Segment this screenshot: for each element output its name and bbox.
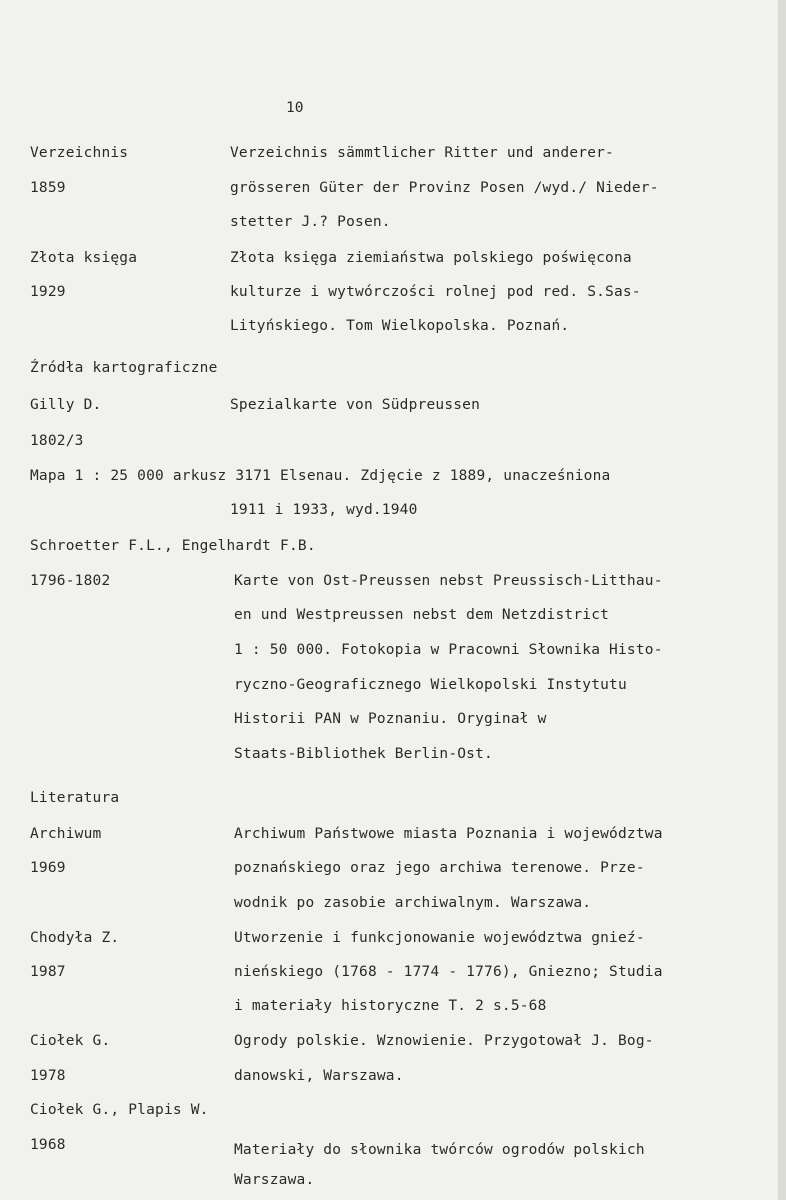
entry-year: 1969 bbox=[30, 860, 66, 876]
entry-text: Warszawa. bbox=[234, 1172, 315, 1188]
entry-text: nieńskiego (1768 - 1774 - 1776), Gniezno; Studia bbox=[234, 964, 663, 980]
entry-text: Złota księga ziemiaństwa polskiego poświęcona bbox=[230, 250, 632, 266]
entry-text: poznańskiego oraz jego archiwa terenowe. Prze- bbox=[234, 860, 645, 876]
entry-text: Mapa 1 : 25 000 arkusz 3171 Elsenau. Zdjęcie z 1889, unacześniona bbox=[30, 468, 611, 484]
entry-text: i materiały historyczne T. 2 s.5-68 bbox=[234, 998, 547, 1014]
entry-text: Karte von Ost-Preussen nebst Preussisch-Litthau- bbox=[234, 573, 663, 589]
entry-text: ryczno-Geograficznego Wielkopolski Instytutu bbox=[234, 677, 627, 693]
entry-label: Złota księga bbox=[30, 250, 138, 266]
entry-text: Historii PAN w Poznaniu. Oryginał w bbox=[234, 711, 547, 727]
entry-text: danowski, Warszawa. bbox=[234, 1068, 404, 1084]
entry-text: stetter J.? Posen. bbox=[230, 214, 391, 230]
entry-text: wodnik po zasobie archiwalnym. Warszawa. bbox=[234, 895, 592, 911]
entry-label: Archiwum bbox=[30, 826, 102, 842]
page-edge bbox=[778, 0, 786, 1200]
entry-text: 1 : 50 000. Fotokopia w Pracowni Słownika Histo- bbox=[234, 642, 663, 658]
entry-text: Lityńskiego. Tom Wielkopolska. Poznań. bbox=[230, 318, 570, 334]
entry-text: Utworzenie i funkcjonowanie województwa gnieź- bbox=[234, 930, 645, 946]
entry-text: Ogrody polskie. Wznowienie. Przygotował J. Bog- bbox=[234, 1033, 654, 1049]
entry-text: Staats-Bibliothek Berlin-Ost. bbox=[234, 746, 493, 762]
entry-text: Verzeichnis sämmtlicher Ritter und anderer- bbox=[230, 145, 614, 161]
entry-year: 1978 bbox=[30, 1068, 66, 1084]
entry-text: Materiały do słownika twórców ogrodów polskich bbox=[234, 1142, 645, 1158]
entry-text: grösseren Güter der Provinz Posen /wyd./ Nieder- bbox=[230, 180, 659, 196]
entry-year: 1929 bbox=[30, 284, 66, 300]
entry-year: 1859 bbox=[30, 180, 66, 196]
entry-label: Schroetter F.L., Engelhardt F.B. bbox=[30, 538, 316, 554]
entry-label: Ciołek G. bbox=[30, 1033, 111, 1049]
entry-year: 1968 bbox=[30, 1137, 66, 1153]
section-heading: Literatura bbox=[30, 790, 120, 806]
entry-label: Gilly D. bbox=[30, 397, 102, 413]
entry-text: Archiwum Państwowe miasta Poznania i województwa bbox=[234, 826, 663, 842]
entry-text: 1911 i 1933, wyd.1940 bbox=[230, 502, 418, 518]
entry-text: en und Westpreussen nebst dem Netzdistrict bbox=[234, 607, 610, 623]
section-heading: Źródła kartograficzne bbox=[30, 360, 218, 376]
entry-label: Chodyła Z. bbox=[30, 930, 120, 946]
entry-text: kulturze i wytwórczości rolnej pod red. S.Sas- bbox=[230, 284, 641, 300]
entry-label: Ciołek G., Plapis W. bbox=[30, 1102, 209, 1118]
entry-year: 1796-1802 bbox=[30, 573, 111, 589]
entry-text: Spezialkarte von Südpreussen bbox=[230, 397, 481, 413]
entry-year: 1987 bbox=[30, 964, 66, 980]
entry-year: 1802/3 bbox=[30, 433, 84, 449]
page-number: 10 bbox=[286, 100, 304, 116]
entry-label: Verzeichnis bbox=[30, 145, 129, 161]
